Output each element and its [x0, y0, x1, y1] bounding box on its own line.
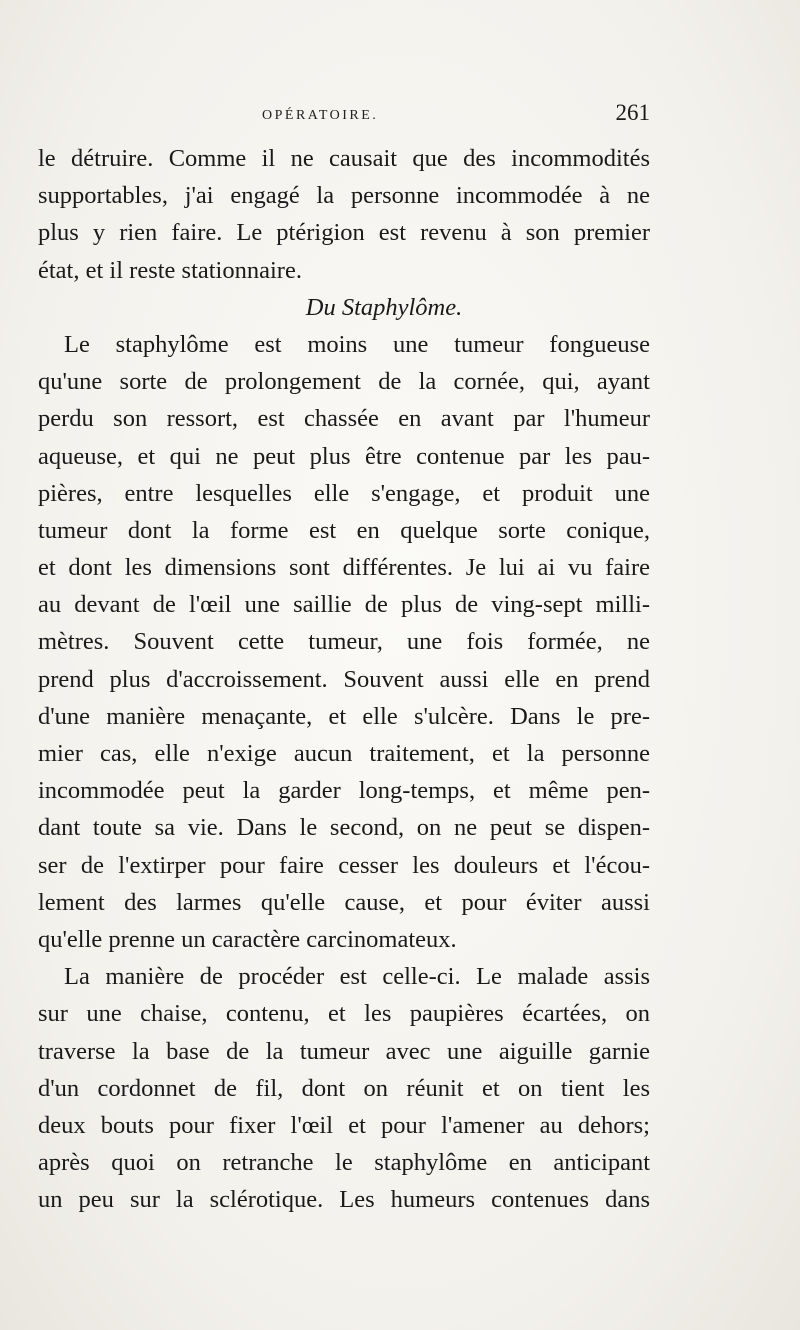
- text-line: incommodée peut la garder long-temps, et même pen-: [38, 777, 650, 805]
- text-line: qu'elle prenne un caractère carcinomateux.: [38, 925, 457, 953]
- text-line: et dont les dimensions sont différentes. Je lui ai vu faire: [38, 554, 650, 582]
- text-line: état, et il reste stationnaire.: [38, 256, 302, 284]
- text-line: d'une manière menaçante, et elle s'ulcère. Dans le pre-: [38, 702, 650, 730]
- text-line: le détruire. Comme il ne causait que des incommodités: [38, 145, 650, 172]
- text-line: un peu sur la sclérotique. Les humeurs contenues dans: [38, 1186, 650, 1214]
- running-head: OPÉRATOIRE.: [262, 108, 379, 123]
- text-line: mètres. Souvent cette tumeur, une fois formée, ne: [38, 628, 650, 656]
- text-line: plus y rien faire. Le ptérigion est revenu à son premier: [38, 219, 650, 247]
- text-line: d'un cordonnet de fil, dont on réunit et on tient les: [38, 1074, 650, 1102]
- page-number: 261: [615, 100, 650, 125]
- text-line: dant toute sa vie. Dans le second, on ne peut se dispen-: [38, 814, 650, 842]
- text-line: après quoi on retranche le staphylôme en anticipant: [38, 1149, 650, 1177]
- text-line: supportables, j'ai engagé la personne incommodée à ne: [38, 182, 650, 210]
- text-line: au devant de l'œil une saillie de plus de ving-sept milli-: [38, 591, 650, 619]
- page-header: [38, 100, 650, 134]
- text-line: pières, entre lesquelles elle s'engage, et produit une: [38, 479, 650, 507]
- text-line: mier cas, elle n'exige aucun traitement, et la personne: [38, 740, 650, 767]
- text-line: aqueuse, et qui ne peut plus être contenue par les pau-: [38, 442, 650, 470]
- text-line: deux bouts pour fixer l'œil et pour l'amener au dehors;: [38, 1111, 650, 1139]
- text-line: perdu son ressort, est chassée en avant par l'humeur: [38, 405, 650, 433]
- body-text: [38, 140, 650, 1218]
- text-line: qu'une sorte de prolongement de la cornée, qui, ayant: [38, 368, 650, 396]
- text-line: prend plus d'accroissement. Souvent aussi elle en prend: [38, 665, 650, 693]
- text-line: La manière de procéder est celle-ci. Le malade assis: [64, 963, 650, 991]
- text-line: traverse la base de la tumeur avec une aiguille garnie: [38, 1037, 650, 1065]
- section-heading: Du Staphylôme.: [305, 293, 463, 321]
- text-line: sur une chaise, contenu, et les paupières écartées, on: [38, 1000, 650, 1028]
- text-line: Le staphylôme est moins une tumeur fongueuse: [64, 330, 650, 358]
- text-line: ser de l'extirper pour faire cesser les douleurs et l'écou-: [38, 851, 650, 879]
- text-line: tumeur dont la forme est en quelque sorte conique,: [38, 516, 650, 544]
- text-line: lement des larmes qu'elle cause, et pour éviter aussi: [38, 888, 650, 916]
